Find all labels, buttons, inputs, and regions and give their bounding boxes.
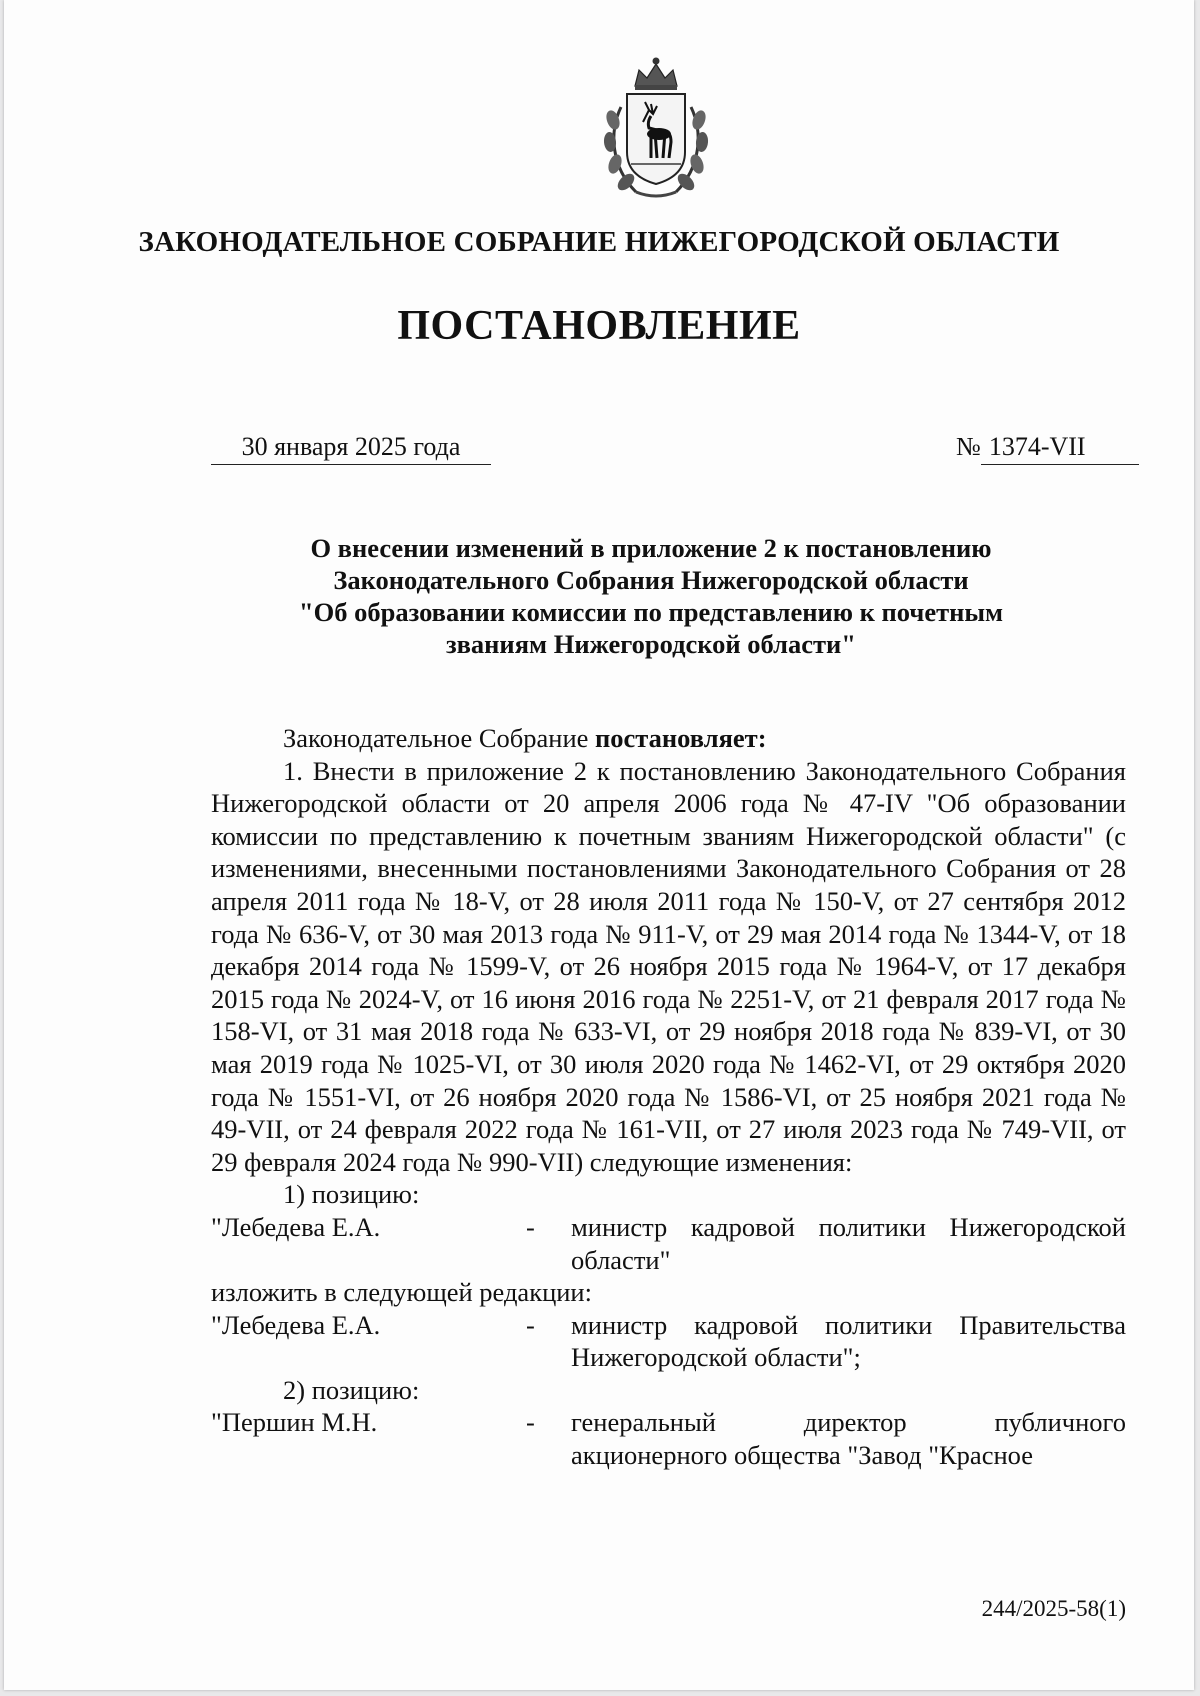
item-1: 1. Внести в приложение 2 к постановлению Законодательного Собрания Нижегородской области от 20 апреля 2006 года № 47-IV "Об образовании комиссии по представлению к почетным званиям Нижегородской области" (с изменениями, внесенными постановлениями Законодательного Собрания от 28 апреля 2011 года № 18-V, от 28 июля 2011 года № 150-V, от 27 сентября 2012 года № 636-V, от 30 мая 2013 года № 911-V, от 29 мая 2014 года № 1344-V, от 18 декабря 2014 года № 1599-V, от 26 ноября 2015 года № 1964-V, от 17 декабря 2015 года № 2024-V, от 16 июня 2016 года № 2251-V, от 21 февраля 2017 года № 158-VI, от 31 мая 2018 года № 633-VI, от 29 ноября 2018 года № 839-VI, от 30 мая 2019 года № 1025-VI, от 30 июля 2020 года № 1462-VI, от 29 октября 2020 года № 1551-VI, от 26 ноября 2020 года № 1586-VI, от 25 ноября 2021 года № 49-VII, от 24 февраля 2022 года № 161-VII, от 27 июля 2023 года № 749-VII, от 29 февраля 2024 года № 990-VII) следующие изменения: <box>211 755 1126 1177</box>
subject-line: званиям Нижегородской области" <box>445 629 857 659</box>
position-name: "Першин М.Н. <box>211 1407 378 1438</box>
position-dash: - <box>526 1211 535 1242</box>
coat-of-arms-icon <box>591 52 721 202</box>
document-date: 30 января 2025 года <box>211 432 491 465</box>
intro-text: Законодательное Собрание <box>283 723 596 753</box>
number-sign: № <box>956 432 981 461</box>
document-body <box>211 722 1126 1472</box>
subitem-2-label: 2) позицию: <box>283 1374 420 1405</box>
subitem-1-label: 1) позицию: <box>283 1179 420 1210</box>
position-text: генеральный директор публичного акционерного общества "Завод "Красное <box>571 1407 1126 1471</box>
position-old-1 <box>211 1211 1126 1276</box>
registration-code: 244/2025-58(1) <box>981 1596 1126 1621</box>
document-page <box>4 0 1194 1690</box>
replace-phrase: изложить в следующей редакции: <box>211 1277 592 1308</box>
organization-name: ЗАКОНОДАТЕЛЬНОЕ СОБРАНИЕ НИЖЕГОРОДСКОЙ ОБЛАСТИ <box>138 226 1060 258</box>
position-new-1 <box>211 1309 1126 1374</box>
document-subject <box>211 532 1091 660</box>
position-dash: - <box>526 1407 535 1438</box>
document-number <box>956 432 1139 465</box>
subject-line: Законодательного Собрания Нижегородской области <box>333 565 969 595</box>
position-text: министр кадровой политики Правительства Нижегородской области"; <box>571 1309 1126 1373</box>
resolution-intro <box>211 722 1126 755</box>
position-dash: - <box>526 1309 535 1340</box>
number-value: 1374-VII <box>981 432 1139 465</box>
position-name: "Лебедева Е.А. <box>211 1309 381 1340</box>
subject-line: О внесении изменений в приложение 2 к постановлению <box>310 533 992 563</box>
position-old-2 <box>211 1406 1126 1471</box>
intro-bold: постановляет: <box>595 723 767 753</box>
position-text: министр кадровой политики Нижегородской области" <box>571 1211 1126 1275</box>
subject-line: "Об образовании комиссии по представлению к почетным <box>298 597 1004 627</box>
document-type: ПОСТАНОВЛЕНИЕ <box>397 303 801 349</box>
position-name: "Лебедева Е.А. <box>211 1211 381 1242</box>
